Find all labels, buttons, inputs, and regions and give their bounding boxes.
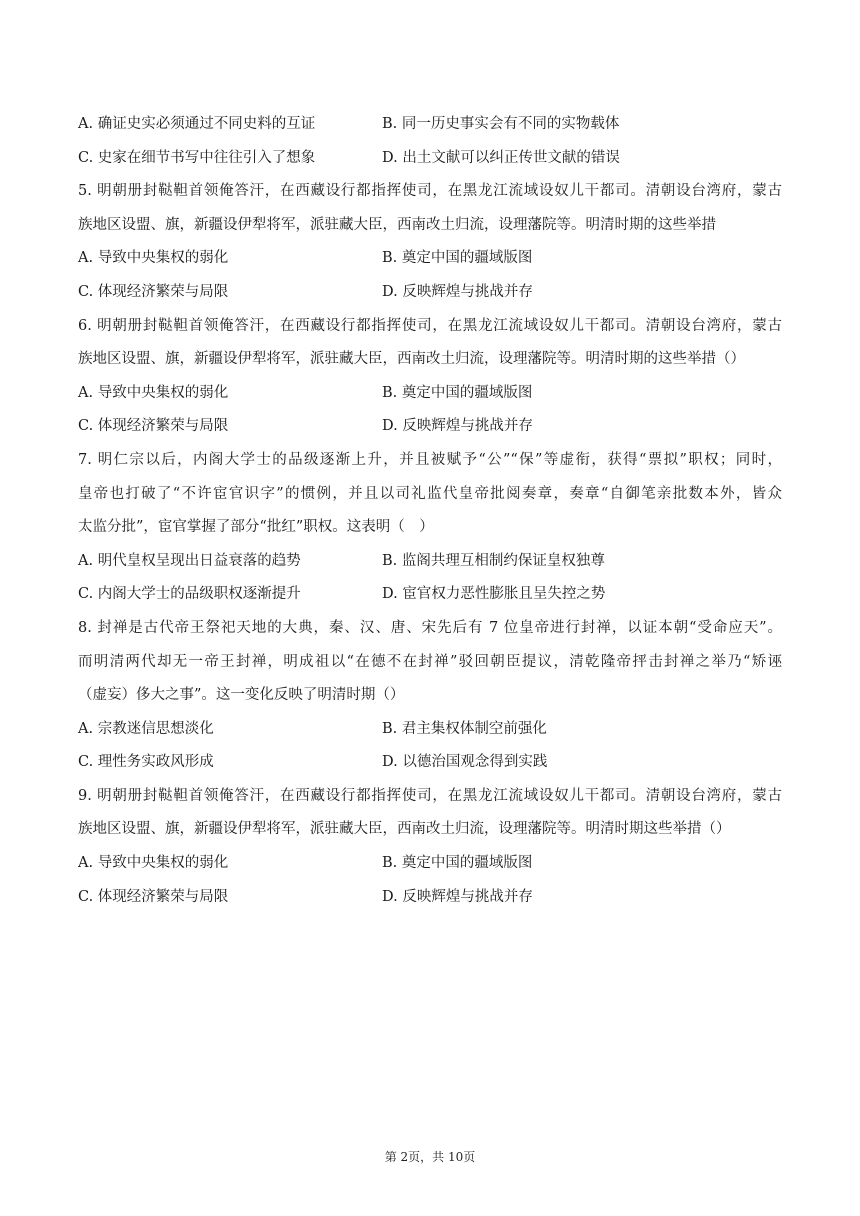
option-row xyxy=(78,410,782,444)
option-d: D. 反映辉煌与挑战并存 xyxy=(382,888,533,905)
option-c: C. 内阁大学士的品级职权逐渐提升 xyxy=(78,586,301,603)
option-row xyxy=(78,847,782,881)
option-d: D. 宦官权力恶性膨胀且呈失控之势 xyxy=(382,586,606,603)
question-5 xyxy=(78,175,782,309)
option-b: B. 奠定中国的疆域版图 xyxy=(382,384,533,401)
question-stem-line: 族地区设盟、旗，新疆设伊犁将军，派驻藏大臣，西南改土归流，设理藩院等。明清时期的这些举措（） xyxy=(78,351,745,368)
question-stem-line: 太监分批”，宦官掌握了部分“批红”职权。这表明（ ） xyxy=(78,519,434,536)
option-a: A. 导致中央集权的弱化 xyxy=(78,855,229,872)
option-row xyxy=(78,142,782,176)
option-c: C. 体现经济繁荣与局限 xyxy=(78,283,229,300)
option-a: A. 确证史实必须通过不同史料的互证 xyxy=(78,116,316,132)
question-stem-line: 5. 明朝册封鞑靼首领俺答汗，在西藏设行都指挥使司，在黑龙江流域设奴儿干都司。清朝设台湾府，蒙古 xyxy=(78,183,782,200)
option-d: D. 以德治国观念得到实践 xyxy=(382,754,548,771)
option-b: B. 君主集权体制空前强化 xyxy=(382,720,547,737)
question-list xyxy=(78,108,782,914)
option-b: B. 同一历史事实会有不同的实物载体 xyxy=(382,116,620,132)
option-a: A. 导致中央集权的弱化 xyxy=(78,250,229,267)
option-c: C. 理性务实政风形成 xyxy=(78,754,214,771)
question-stem-line: 族地区设盟、旗，新疆设伊犁将军，派驻藏大臣，西南改土归流，设理藩院等。明清时期这些举措（） xyxy=(78,821,731,838)
option-row xyxy=(78,746,782,780)
option-d: D. 反映辉煌与挑战并存 xyxy=(382,283,533,300)
question-6 xyxy=(78,310,782,444)
question-7 xyxy=(78,444,782,612)
question-stem-line: 而明清两代却无一帝王封禅，明成祖以“在德不在封禅”驳回朝臣提议，清乾隆帝抨击封禅之举乃“矫诬 xyxy=(78,653,782,670)
option-c: C. 体现经济繁荣与局限 xyxy=(78,418,229,435)
question-8 xyxy=(78,612,782,780)
option-a: A. 导致中央集权的弱化 xyxy=(78,384,229,401)
option-row xyxy=(78,242,782,276)
option-c: C. 史家在细节书写中往往引入了想象 xyxy=(78,149,316,166)
question-stem-line: （虚妄）侈大之事”。这一变化反映了明清时期（） xyxy=(78,687,405,704)
question-stem-line: 8. 封禅是古代帝王祭祀天地的大典，秦、汉、唐、宋先后有 7 位皇帝进行封禅，以证本朝“受命应天”。 xyxy=(78,619,782,636)
option-b: B. 奠定中国的疆域版图 xyxy=(382,250,533,267)
question-stem-line: 6. 明朝册封鞑靼首领俺答汗，在西藏设行都指挥使司，在黑龙江流域设奴儿干都司。清朝设台湾府，蒙古 xyxy=(78,317,782,334)
option-d: D. 反映辉煌与挑战并存 xyxy=(382,418,533,435)
option-c: C. 体现经济繁荣与局限 xyxy=(78,888,229,905)
option-row xyxy=(78,713,782,747)
option-b: B. 监阁共理互相制约保证皇权独尊 xyxy=(382,552,605,569)
question-stem-line: 9. 明朝册封鞑靼首领俺答汗，在西藏设行都指挥使司，在黑龙江流域设奴儿干都司。清朝设台湾府，蒙古 xyxy=(78,787,782,804)
question-9 xyxy=(78,780,782,914)
option-row xyxy=(78,881,782,915)
option-d: D. 出土文献可以纠正传世文献的错误 xyxy=(382,149,620,166)
option-row xyxy=(78,377,782,411)
question-stem-line: 皇帝也打破了“不许宦官识字”的惯例，并且以司礼监代皇帝批阅奏章，奏章“自御笔亲批数本外，皆众 xyxy=(78,485,782,502)
option-row xyxy=(78,276,782,310)
question-4-options xyxy=(78,108,782,175)
option-a: A. 宗教迷信思想淡化 xyxy=(78,720,214,737)
option-row xyxy=(78,578,782,612)
option-a: A. 明代皇权呈现出日益衰落的趋势 xyxy=(78,552,301,569)
option-b: B. 奠定中国的疆域版图 xyxy=(382,855,533,872)
question-stem-line: 7. 明仁宗以后，内阁大学士的品级逐渐上升，并且被赋予“公”“保”等虚衔，获得“票拟”职权；同时， xyxy=(78,451,782,468)
option-row xyxy=(78,108,782,142)
page-number-footer: 第 2页，共 10页 xyxy=(384,1150,476,1164)
option-row xyxy=(78,545,782,579)
question-stem-line: 族地区设盟、旗，新疆设伊犁将军，派驻藏大臣，西南改土归流，设理藩院等。明清时期的这些举措 xyxy=(78,216,716,233)
